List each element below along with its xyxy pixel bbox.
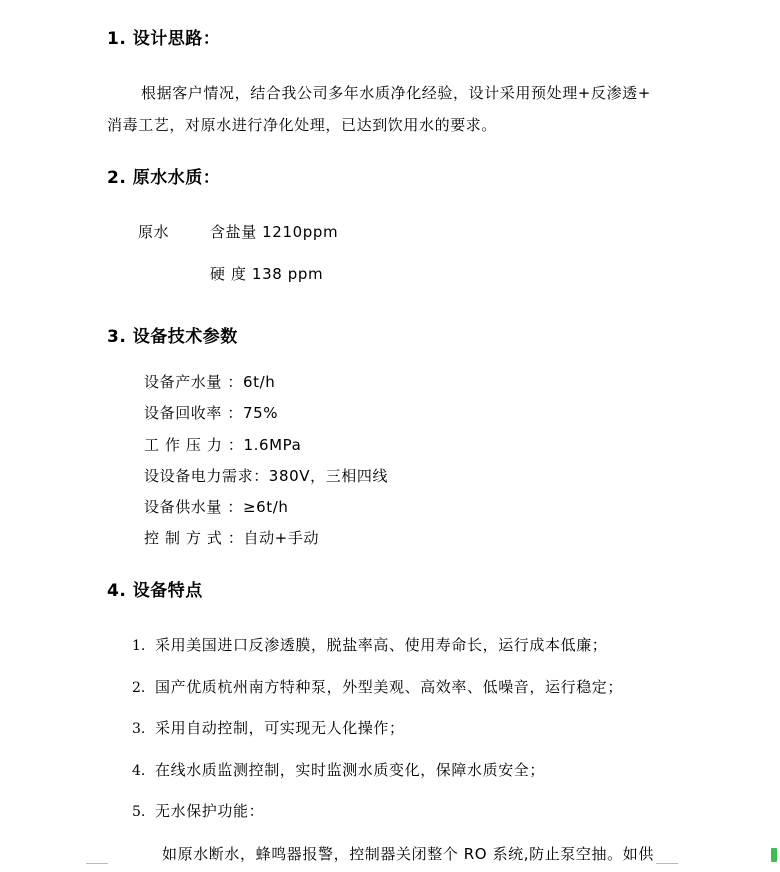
section-4-trailing-paragraph: 如原水断水，蜂鸣器报警，控制器关闭整个 RO 系统,防止泵空抽。如供: [162, 845, 654, 863]
section-1-paragraph-line-2: 消毒工艺，对原水进行净化处理，已达到饮用水的要求。: [107, 116, 498, 134]
section-2-heading: 2. 原水水质：: [107, 168, 221, 188]
raw-water-salt-content: 含盐量 1210ppm: [210, 223, 339, 241]
raw-water-hardness: 硬 度 138 ppm: [210, 265, 324, 283]
section-3-heading: 3. 设备技术参数: [107, 327, 238, 347]
param-recovery-rate: 设备回收率 ：75%: [144, 404, 279, 422]
list-item-number: 5.: [132, 804, 146, 820]
list-item-number: 2.: [132, 680, 146, 696]
section-4-heading: 4. 设备特点: [107, 581, 203, 601]
param-working-pressure: 工 作 压 力 ：1.6MPa: [144, 436, 302, 454]
section-1-heading: 1. 设计思路：: [107, 29, 221, 49]
param-water-supply: 设备供水量 ：≥6t/h: [144, 498, 289, 516]
list-item: [132, 760, 145, 779]
param-control-mode: 控 制 方 式 ：自动+手动: [144, 529, 320, 547]
list-item-text: 采用自动控制，可实现无人化操作；: [155, 719, 405, 737]
param-power-requirement: 设设备电力需求：380V，三相四线: [144, 467, 389, 485]
list-item-number: 1.: [132, 638, 146, 654]
list-item: [132, 677, 145, 696]
list-item-text: 在线水质监测控制，实时监测水质变化，保障水质安全；: [155, 761, 546, 779]
list-item: [132, 635, 145, 654]
list-item: [132, 718, 145, 737]
edge-marker-icon: [771, 848, 777, 862]
list-item-text: 采用美国进口反渗透膜，脱盐率高、使用寿命长，运行成本低廉；: [155, 636, 608, 654]
list-item-number: 4.: [132, 763, 146, 779]
section-1-paragraph-line-1: 根据客户情况，结合我公司多年水质净化经验，设计采用预处理+反渗透+: [141, 84, 651, 102]
list-item-text: 国产优质杭州南方特种泵，外型美观、高效率、低噪音，运行稳定；: [155, 678, 624, 696]
raw-water-label: 原水: [138, 223, 170, 241]
list-item-number: 3.: [132, 721, 146, 737]
list-item: [132, 801, 145, 820]
list-item-text: 无水保护功能：: [155, 802, 265, 820]
param-output: 设备产水量 ：6t/h: [144, 373, 276, 391]
